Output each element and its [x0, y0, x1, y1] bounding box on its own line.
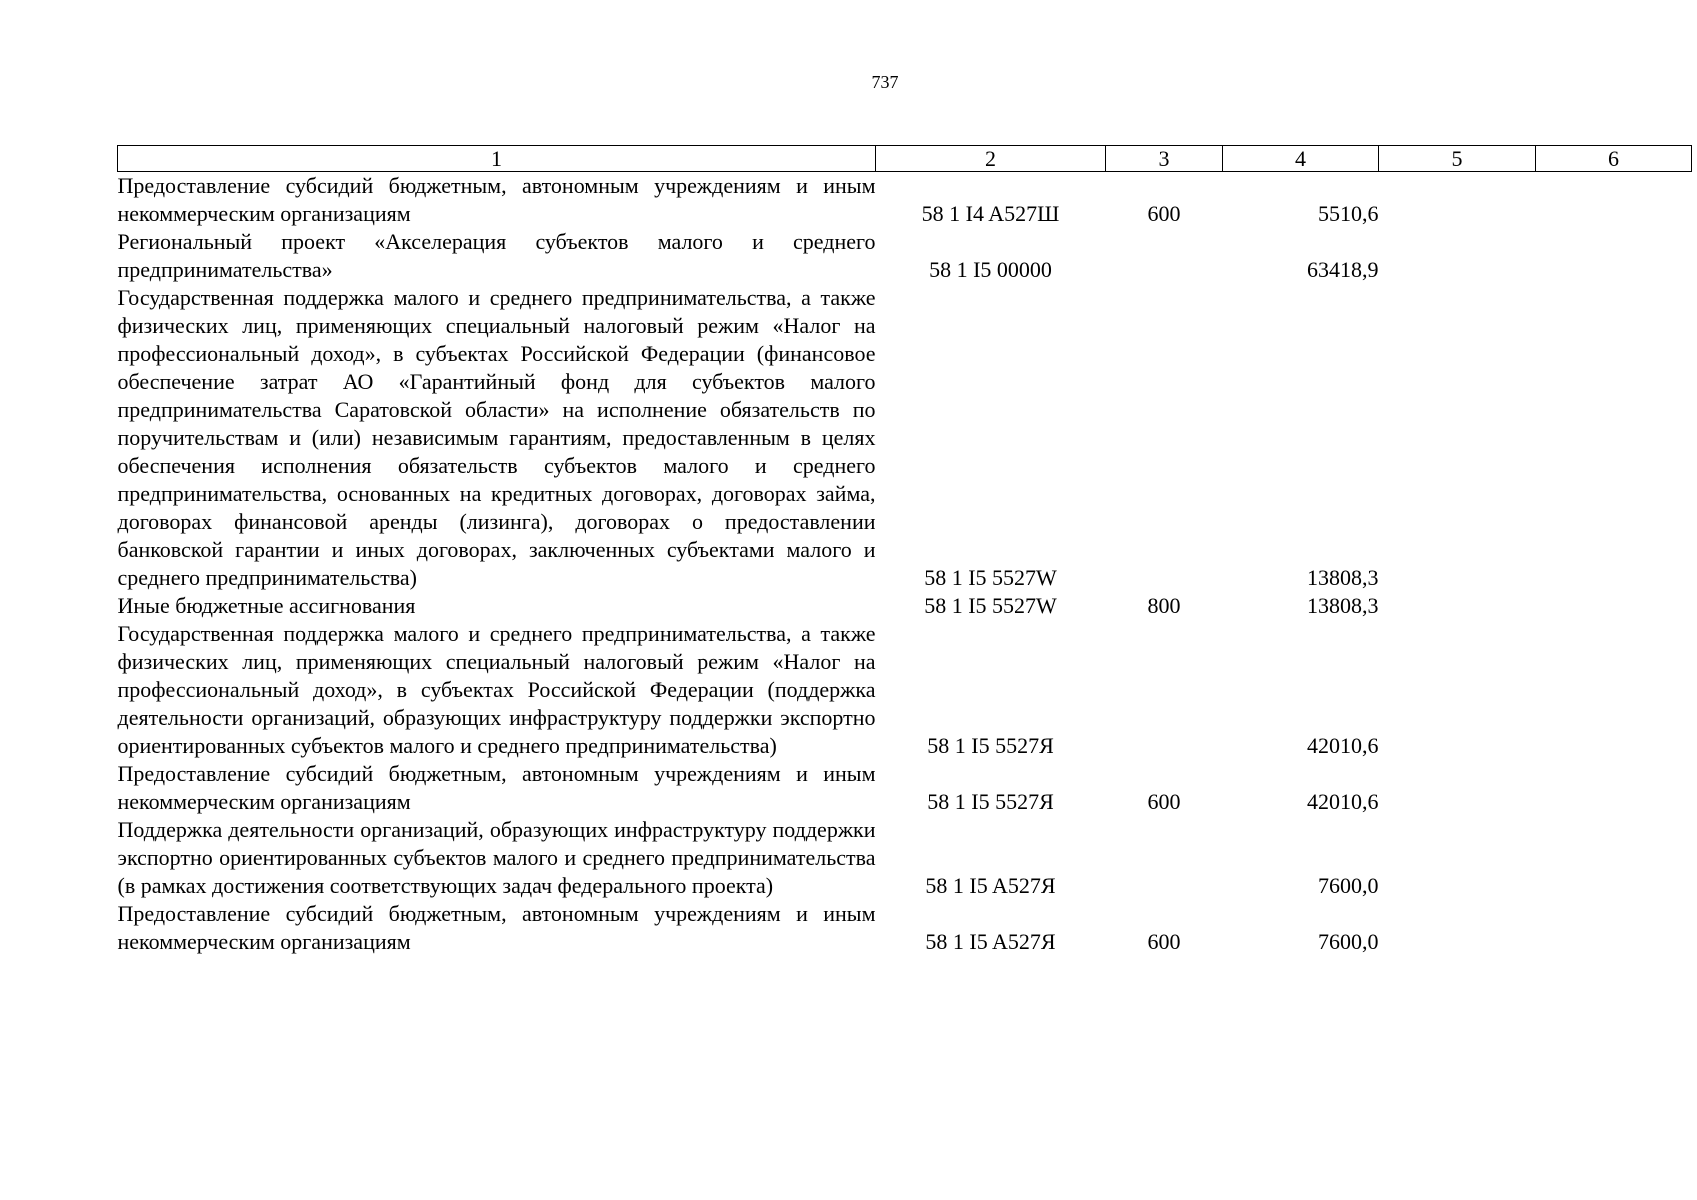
row-col6: [1536, 284, 1692, 592]
row-col5: [1379, 760, 1536, 816]
table-header-row: [118, 146, 1692, 172]
row-code: 58 1 I5 5527W: [924, 593, 1057, 618]
page-number: 737: [871, 72, 899, 92]
row-col6: [1536, 900, 1692, 956]
row-name: Государственная поддержка малого и среднего предпринимательства, а также физических лиц, применяющих специальный налоговый режим «Налог на профессиональный доход», в субъектах Российской Федерации (финансовое обеспечение затрат АО «Гарантийный фонд для субъектов малого предпринимательства Саратовской области» на исполнение обязательств по поручительствам и (или) независимым гарантиям, предоставленным в целях обеспечения исполнения обязательств субъектов малого и среднего предпринимательства, основанных на кредитных договорах, договорах займа, договорах финансовой аренды (лизинга), договорах о предоставлении банковской гарантии и иных договорах, заключенных субъектами малого и среднего предпринимательства): [117, 285, 876, 590]
row-name: Предоставление субсидий бюджетным, автономным учреждениям и иным некоммерческим организациям: [117, 761, 876, 814]
row-col5: [1379, 172, 1536, 229]
row-col6: [1536, 592, 1692, 620]
row-amount: 13808,3: [1307, 565, 1379, 590]
row-name: Иные бюджетные ассигнования: [117, 593, 416, 618]
row-col5: [1379, 816, 1536, 900]
table-row: [118, 760, 1692, 816]
column-header-3: 3: [1106, 146, 1223, 172]
table-row: [118, 228, 1692, 284]
row-expense-type: 800: [1147, 593, 1181, 618]
row-expense-type: [1106, 620, 1223, 760]
row-expense-type: 600: [1147, 789, 1181, 814]
table-row: [118, 284, 1692, 592]
row-amount: 7600,0: [1318, 873, 1379, 898]
row-col6: [1536, 620, 1692, 760]
row-col6: [1536, 172, 1692, 229]
row-code: 58 1 I5 5527W: [924, 565, 1057, 590]
column-header-2: 2: [876, 146, 1106, 172]
row-name: Предоставление субсидий бюджетным, автономным учреждениям и иным некоммерческим организациям: [117, 173, 876, 226]
row-amount: 42010,6: [1307, 733, 1379, 758]
row-code: 58 1 I5 A527Я: [925, 929, 1056, 954]
row-code: 58 1 I5 5527Я: [927, 789, 1054, 814]
row-amount: 5510,6: [1318, 201, 1379, 226]
column-header-4: 4: [1223, 146, 1379, 172]
table-row: [118, 620, 1692, 760]
row-col5: [1379, 284, 1536, 592]
column-header-5: 5: [1379, 146, 1536, 172]
column-header-6: 6: [1536, 146, 1692, 172]
row-name: Предоставление субсидий бюджетным, автономным учреждениям и иным некоммерческим организациям: [117, 901, 876, 954]
row-col6: [1536, 760, 1692, 816]
row-code: 58 1 I5 5527Я: [927, 733, 1054, 758]
row-code: 58 1 I5 00000: [929, 257, 1052, 282]
row-name: Региональный проект «Акселерация субъектов малого и среднего предпринимательства»: [117, 229, 876, 282]
row-code: 58 1 I5 A527Я: [925, 873, 1056, 898]
row-expense-type: [1106, 228, 1223, 284]
row-expense-type: [1106, 284, 1223, 592]
budget-table: [117, 145, 1692, 956]
row-col5: [1379, 592, 1536, 620]
row-name: Государственная поддержка малого и среднего предпринимательства, а также физических лиц, применяющих специальный налоговый режим «Налог на профессиональный доход», в субъектах Российской Федерации (поддержка деятельности организаций, образующих инфраструктуру поддержки экспортно ориентированных субъектов малого и среднего предпринимательства): [117, 621, 876, 758]
row-expense-type: 600: [1147, 201, 1181, 226]
table-row: [118, 172, 1692, 229]
row-name: Поддержка деятельности организаций, образующих инфраструктуру поддержки экспортно ориентированных субъектов малого и среднего предпринимательства (в рамках достижения соответствующих задач федерального проекта): [117, 817, 876, 898]
row-col6: [1536, 228, 1692, 284]
row-col5: [1379, 900, 1536, 956]
row-amount: 7600,0: [1318, 929, 1379, 954]
column-header-1: 1: [118, 146, 876, 172]
row-amount: 42010,6: [1307, 789, 1379, 814]
row-col5: [1379, 228, 1536, 284]
table-row: [118, 816, 1692, 900]
table-row: [118, 592, 1692, 620]
row-expense-type: [1106, 816, 1223, 900]
row-expense-type: 600: [1147, 929, 1181, 954]
row-code: 58 1 I4 A527Ш: [921, 201, 1060, 226]
row-amount: 63418,9: [1307, 257, 1379, 282]
row-amount: 13808,3: [1307, 593, 1379, 618]
table-row: [118, 900, 1692, 956]
row-col5: [1379, 620, 1536, 760]
row-col6: [1536, 816, 1692, 900]
